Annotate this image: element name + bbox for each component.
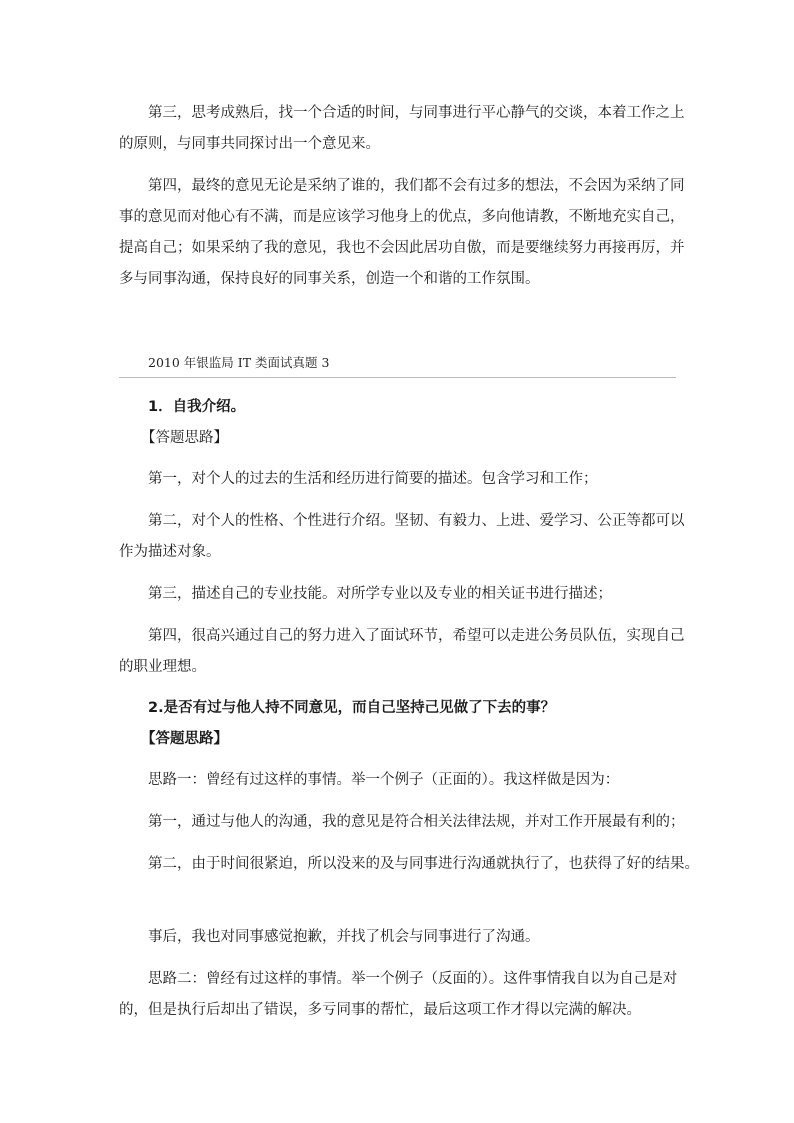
section-divider: [119, 377, 676, 378]
q1-hint: 【答题思路】: [141, 430, 228, 446]
q1-answer-1: 第一，对个人的过去的生活和经历进行简要的描述。包含学习和工作；: [148, 471, 598, 487]
q2-approach-1: 思路一：曾经有过这样的事情。举一个例子（正面的）。我这样做是因为：: [148, 772, 620, 788]
q1-answer-4-line2: 的职业理想。: [119, 659, 206, 675]
q1-answer-2-line2: 作为描述对象。: [119, 544, 221, 560]
q1-answer-2-line1: 第二，对个人的性格、个性进行介绍。坚韧、有毅力、上进、爱学习、公正等都可以: [148, 513, 685, 529]
q2-approach-2-line2: 的，但是执行后却出了错误，多亏同事的帮忙，最后这项工作才得以完满的解决。: [119, 1002, 641, 1018]
para2-line2: 事的意见而对他心有不满，而是应该学习他身上的优点，多向他请教，不断地充实自己，: [119, 209, 685, 225]
para2-line1: 第四，最终的意见无论是采纳了谁的，我们都不会有过多的想法，不会因为采纳了同: [148, 178, 685, 194]
para2-line4: 多与同事沟通，保持良好的同事关系，创造一个和谐的工作氛围。: [119, 271, 540, 287]
q2-approach-1-point-3: 事后，我也对同事感觉抱歉，并找了机会与同事进行了沟通。: [148, 929, 540, 945]
q2-approach-1-point-1: 第一，通过与他人的沟通，我的意见是符合相关法律法规，并对工作开展最有利的；: [148, 814, 685, 830]
para1-line1: 第三，思考成熟后，找一个合适的时间，与同事进行平心静气的交谈，本着工作之上: [148, 105, 685, 121]
q1-answer-3: 第三，描述自己的专业技能。对所学专业以及专业的相关证书进行描述；: [148, 586, 612, 602]
para1-line2: 的原则，与同事共同探讨出一个意见来。: [119, 136, 380, 152]
section-title: 2010 年银监局 IT 类面试真题 3: [148, 355, 330, 370]
para2-line3: 提高自己；如果采纳了我的意见，我也不会因此居功自傲，而是要继续努力再接再厉，并: [119, 240, 685, 256]
q2-approach-2-line1: 思路二：曾经有过这样的事情。举一个例子（反面的）。这件事情我自以为自己是对: [148, 971, 678, 987]
q1-answer-4-line1: 第四，很高兴通过自己的努力进入了面试环节，希望可以走进公务员队伍，实现自己: [148, 628, 685, 644]
q1-title: 1．自我介绍。: [148, 399, 246, 415]
q2-hint: 【答题思路】: [141, 731, 228, 747]
q2-approach-1-point-2: 第二，由于时间很紧迫，所以没来的及与同事进行沟通就执行了，也获得了好的结果。: [148, 856, 699, 872]
q2-title: 2.是否有过与他人持不同意见，而自己坚持己见做了下去的事？: [148, 700, 556, 716]
